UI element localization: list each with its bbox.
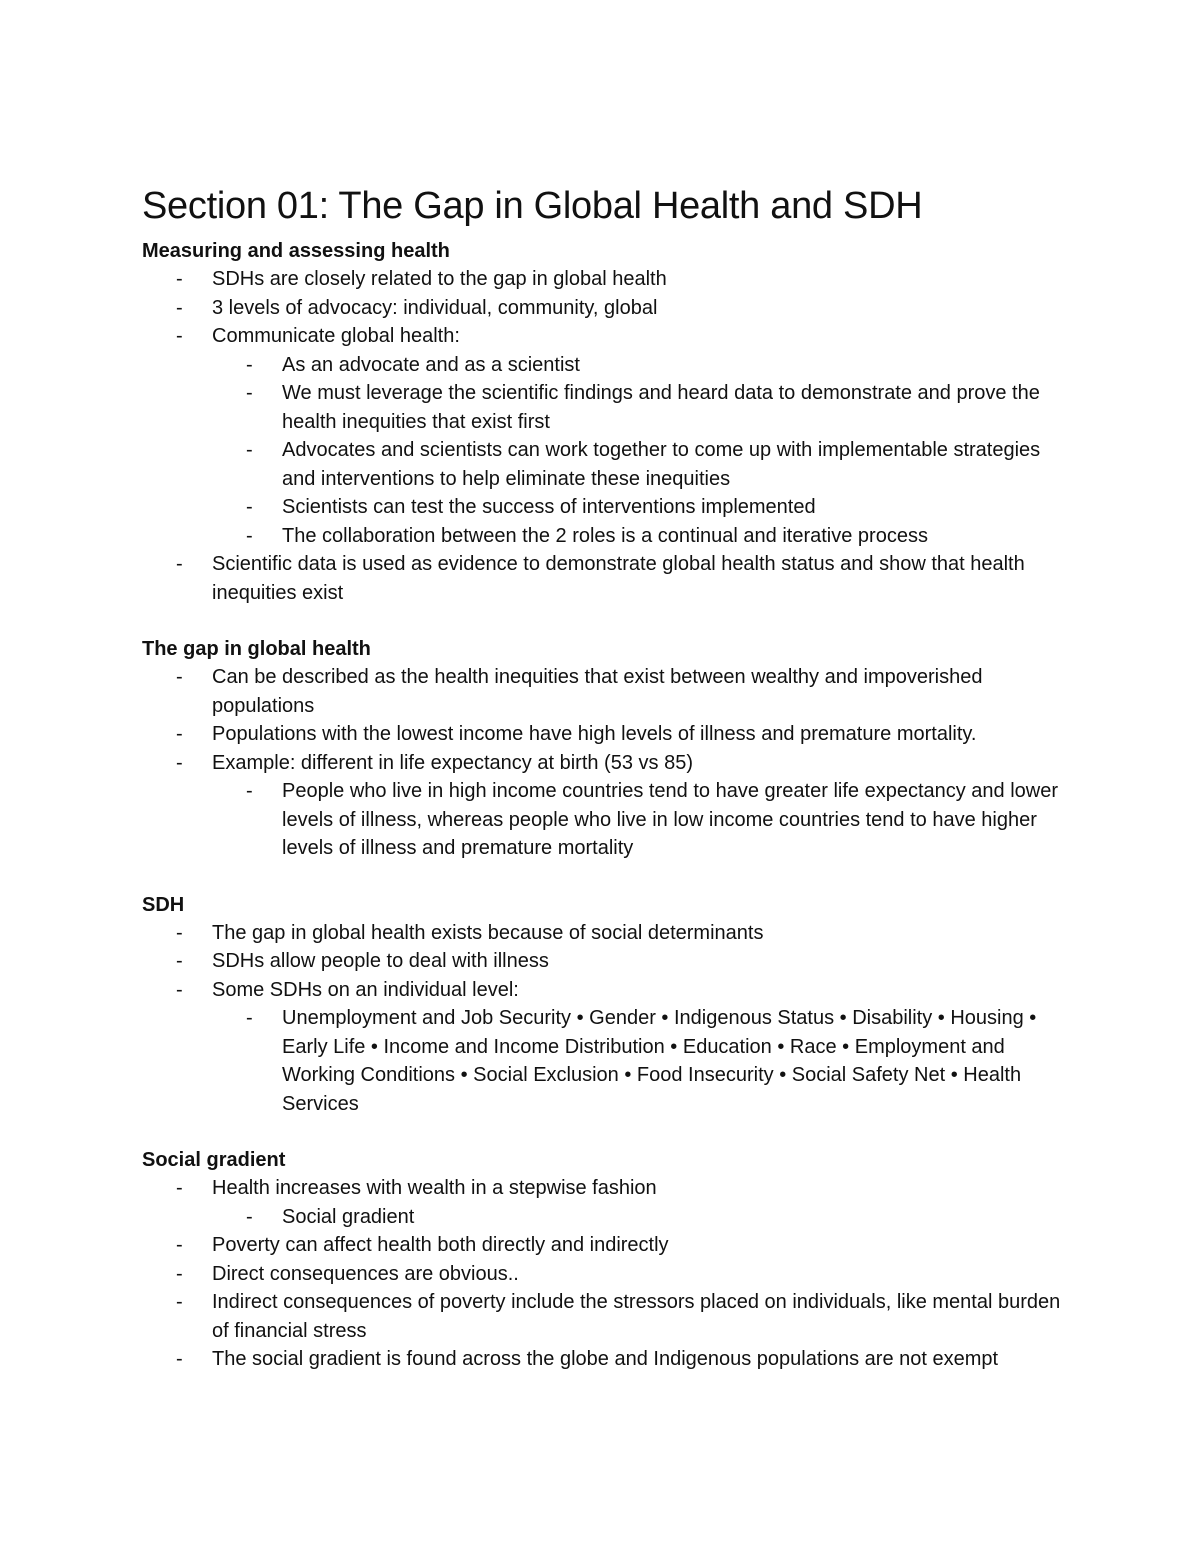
nested-list-item: - Advocates and scientists can work together to come up with implementable strategies and interventions to help eliminate these inequities xyxy=(212,436,1072,493)
dash-marker: - xyxy=(176,325,183,347)
list-item: - Example: different in life expectancy at birth (53 vs 85) - People who live in high income countries tend to have greater life expectancy and lower levels of illness, whereas people who live in low income countries tend to have higher levels of illness and premature mortality xyxy=(142,749,1072,863)
list-item: - Populations with the lowest income have high levels of illness and premature mortality. xyxy=(142,720,1072,749)
section-heading: The gap in global health xyxy=(142,638,371,660)
nested-list-item: - The collaboration between the 2 roles is a continual and iterative process xyxy=(212,522,1072,551)
list-item: - The social gradient is found across the globe and Indigenous populations are not exempt xyxy=(142,1345,1072,1374)
list-item: - Scientific data is used as evidence to demonstrate global health status and show that health inequities exist xyxy=(142,550,1072,607)
nested-list xyxy=(212,777,1072,863)
dash-marker: - xyxy=(176,1262,183,1285)
nested-list-item xyxy=(212,1004,1072,1118)
dash-marker: - xyxy=(176,978,183,1001)
dash-marker: - xyxy=(176,1177,183,1199)
dash-marker: - xyxy=(176,723,183,745)
dash-marker: - xyxy=(176,296,183,319)
list-item: - Direct consequences are obvious.. xyxy=(142,1260,1072,1289)
list-item: - The gap in global health exists because of social determinants xyxy=(142,919,1072,948)
dash-marker: - xyxy=(246,439,253,461)
bullet-list xyxy=(142,265,1072,607)
nested-list xyxy=(212,1203,1072,1232)
dash-marker: - xyxy=(246,1007,253,1029)
list-item: - Can be described as the health inequities that exist between wealthy and impoverished populations xyxy=(142,663,1072,720)
dash-marker: - xyxy=(246,382,253,404)
bullet-list xyxy=(142,1174,1072,1374)
section-sdh xyxy=(142,891,1072,1119)
section-gap xyxy=(142,635,1072,863)
dash-marker: - xyxy=(246,496,253,518)
dash-marker: - xyxy=(246,1205,253,1228)
dash-marker: - xyxy=(176,666,183,688)
section-social-gradient xyxy=(142,1146,1072,1374)
list-item: - SDHs are closely related to the gap in global health xyxy=(142,265,1072,294)
section-heading: SDH xyxy=(142,893,185,916)
dash-marker: - xyxy=(246,524,253,547)
list-item: - Health increases with wealth in a stepwise fashion - Social gradient xyxy=(142,1174,1072,1231)
dash-marker: - xyxy=(176,553,183,575)
nested-list xyxy=(212,351,1072,551)
nested-list-item: - People who live in high income countries tend to have greater life expectancy and lower levels of illness, whereas people who live in low income countries tend to have higher levels of illness and premature mortality xyxy=(212,777,1072,863)
dash-marker: - xyxy=(246,780,253,802)
section-heading: Measuring and assessing health xyxy=(142,240,450,262)
section-measuring xyxy=(142,237,1072,607)
dash-marker: - xyxy=(176,751,183,774)
dash-marker: - xyxy=(176,1234,183,1256)
nested-list-item: - Social gradient xyxy=(212,1203,1072,1232)
dash-marker: - xyxy=(176,950,183,972)
nested-list xyxy=(212,1004,1072,1118)
dash-marker: - xyxy=(176,268,183,290)
nested-list-item: - We must leverage the scientific findings and heard data to demonstrate and prove the health inequities that exist first xyxy=(212,379,1072,436)
bullet-list xyxy=(142,919,1072,1119)
document-page xyxy=(142,183,1072,1374)
list-item: - 3 levels of advocacy: individual, community, global xyxy=(142,294,1072,323)
dash-marker: - xyxy=(246,353,253,376)
nested-list-item: - As an advocate and as a scientist xyxy=(212,351,1072,380)
list-item: - SDHs allow people to deal with illness xyxy=(142,947,1072,976)
dash-marker: - xyxy=(176,1348,183,1370)
dash-marker: - xyxy=(176,921,183,944)
list-item: - Communicate global health: - As an advocate and as a scientist - We must leverage the scientific findings and heard data to demonstrate and prove the health inequities that exist first - Advocates and scientists can work together to come up with implementable strategies and interventions to help eliminate these inequities - Scientists can test the success of interventions implemented - The collaboration between the 2 roles is a continual and iterative process xyxy=(142,322,1072,550)
page-title: Section 01: The Gap in Global Health and SDH xyxy=(142,185,923,227)
nested-list-item: - Scientists can test the success of interventions implemented xyxy=(212,493,1072,522)
dash-marker: - xyxy=(176,1291,183,1313)
sdh-factor-list: Unemployment and Job Security • Gender • Indigenous Status • Disability • Housing • Early Life • Income and Income Distribution • Education • Race • Employment and Working Conditions • Social Exclusion • Food Insecurity • Social Safety Net • Health Services xyxy=(282,1007,1037,1115)
section-heading: Social gradient xyxy=(142,1149,286,1171)
list-item: - Some SDHs on an individual level: - Unemployment and Job Security • Gender • Indigenous Status • Disability • Housing • Early Life • Income and Income Distribution • Education • Race • Employment and Working Conditions • Social Exclusion • Food Insecurity • Social Safety Net • Health Services xyxy=(142,976,1072,1119)
bullet-list xyxy=(142,663,1072,863)
list-item: - Poverty can affect health both directly and indirectly xyxy=(142,1231,1072,1260)
list-item: - Indirect consequences of poverty include the stressors placed on individuals, like mental burden of financial stress xyxy=(142,1288,1072,1345)
